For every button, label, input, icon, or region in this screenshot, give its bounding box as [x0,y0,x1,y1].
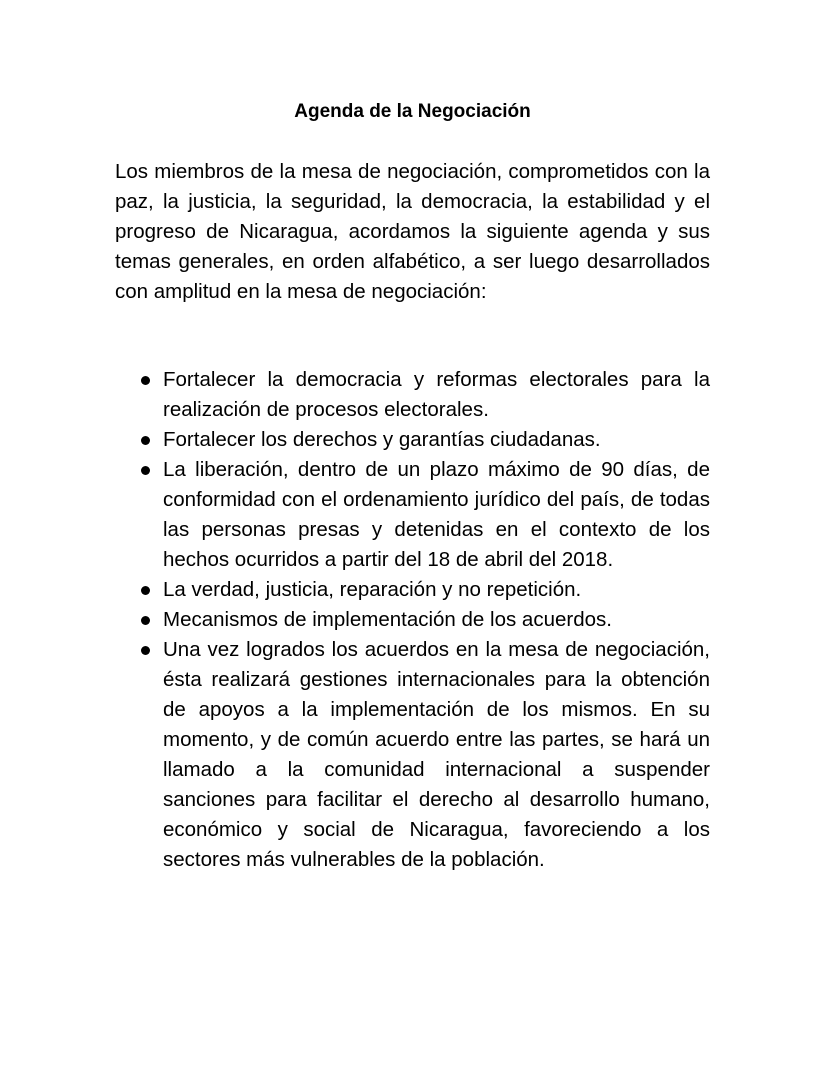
agenda-item-text: Una vez logrados los acuerdos en la mesa de negociación, ésta realizará gestiones internacionales para la obtención de apoyos a la implementación de los mismos. En su momento, y de común acuerdo entre las partes, se hará un llamado a la comunidad internacional a suspender sanciones para facilitar el derecho al desarrollo humano, económico y social de Nicaragua, favoreciendo a los sectores más vulnerables de la población. [163,638,710,871]
agenda-item-text: Fortalecer los derechos y garantías ciudadanas. [163,428,601,451]
agenda-item [115,365,710,425]
bullet-icon [141,376,150,385]
document-title: Agenda de la Negociación [294,101,531,122]
agenda-item-text: La verdad, justicia, reparación y no repetición. [163,578,582,601]
agenda-item [115,455,710,575]
bullet-icon [141,436,150,445]
agenda-item [115,635,710,875]
agenda-item [115,425,710,455]
agenda-item [115,575,710,605]
bullet-icon [141,646,150,655]
bullet-icon [141,586,150,595]
agenda-item-text: Mecanismos de implementación de los acuerdos. [163,608,612,631]
intro-paragraph: Los miembros de la mesa de negociación, comprometidos con la paz, la justicia, la seguridad, la democracia, la estabilidad y el progreso de Nicaragua, acordamos la siguiente agenda y sus temas generales, en orden alfabético, a ser luego desarrollados con amplitud en la mesa de negociación: [115,160,710,303]
bullet-icon [141,616,150,625]
bullet-icon [141,466,150,475]
agenda-list [115,365,710,875]
agenda-item-text: La liberación, dentro de un plazo máximo de 90 días, de conformidad con el ordenamiento jurídico del país, de todas las personas presas y detenidas en el contexto de los hechos ocurridos a partir del 18 de abril del 2018. [163,458,710,571]
agenda-item-text: Fortalecer la democracia y reformas electorales para la realización de procesos electorales. [163,368,710,421]
agenda-item [115,605,710,635]
